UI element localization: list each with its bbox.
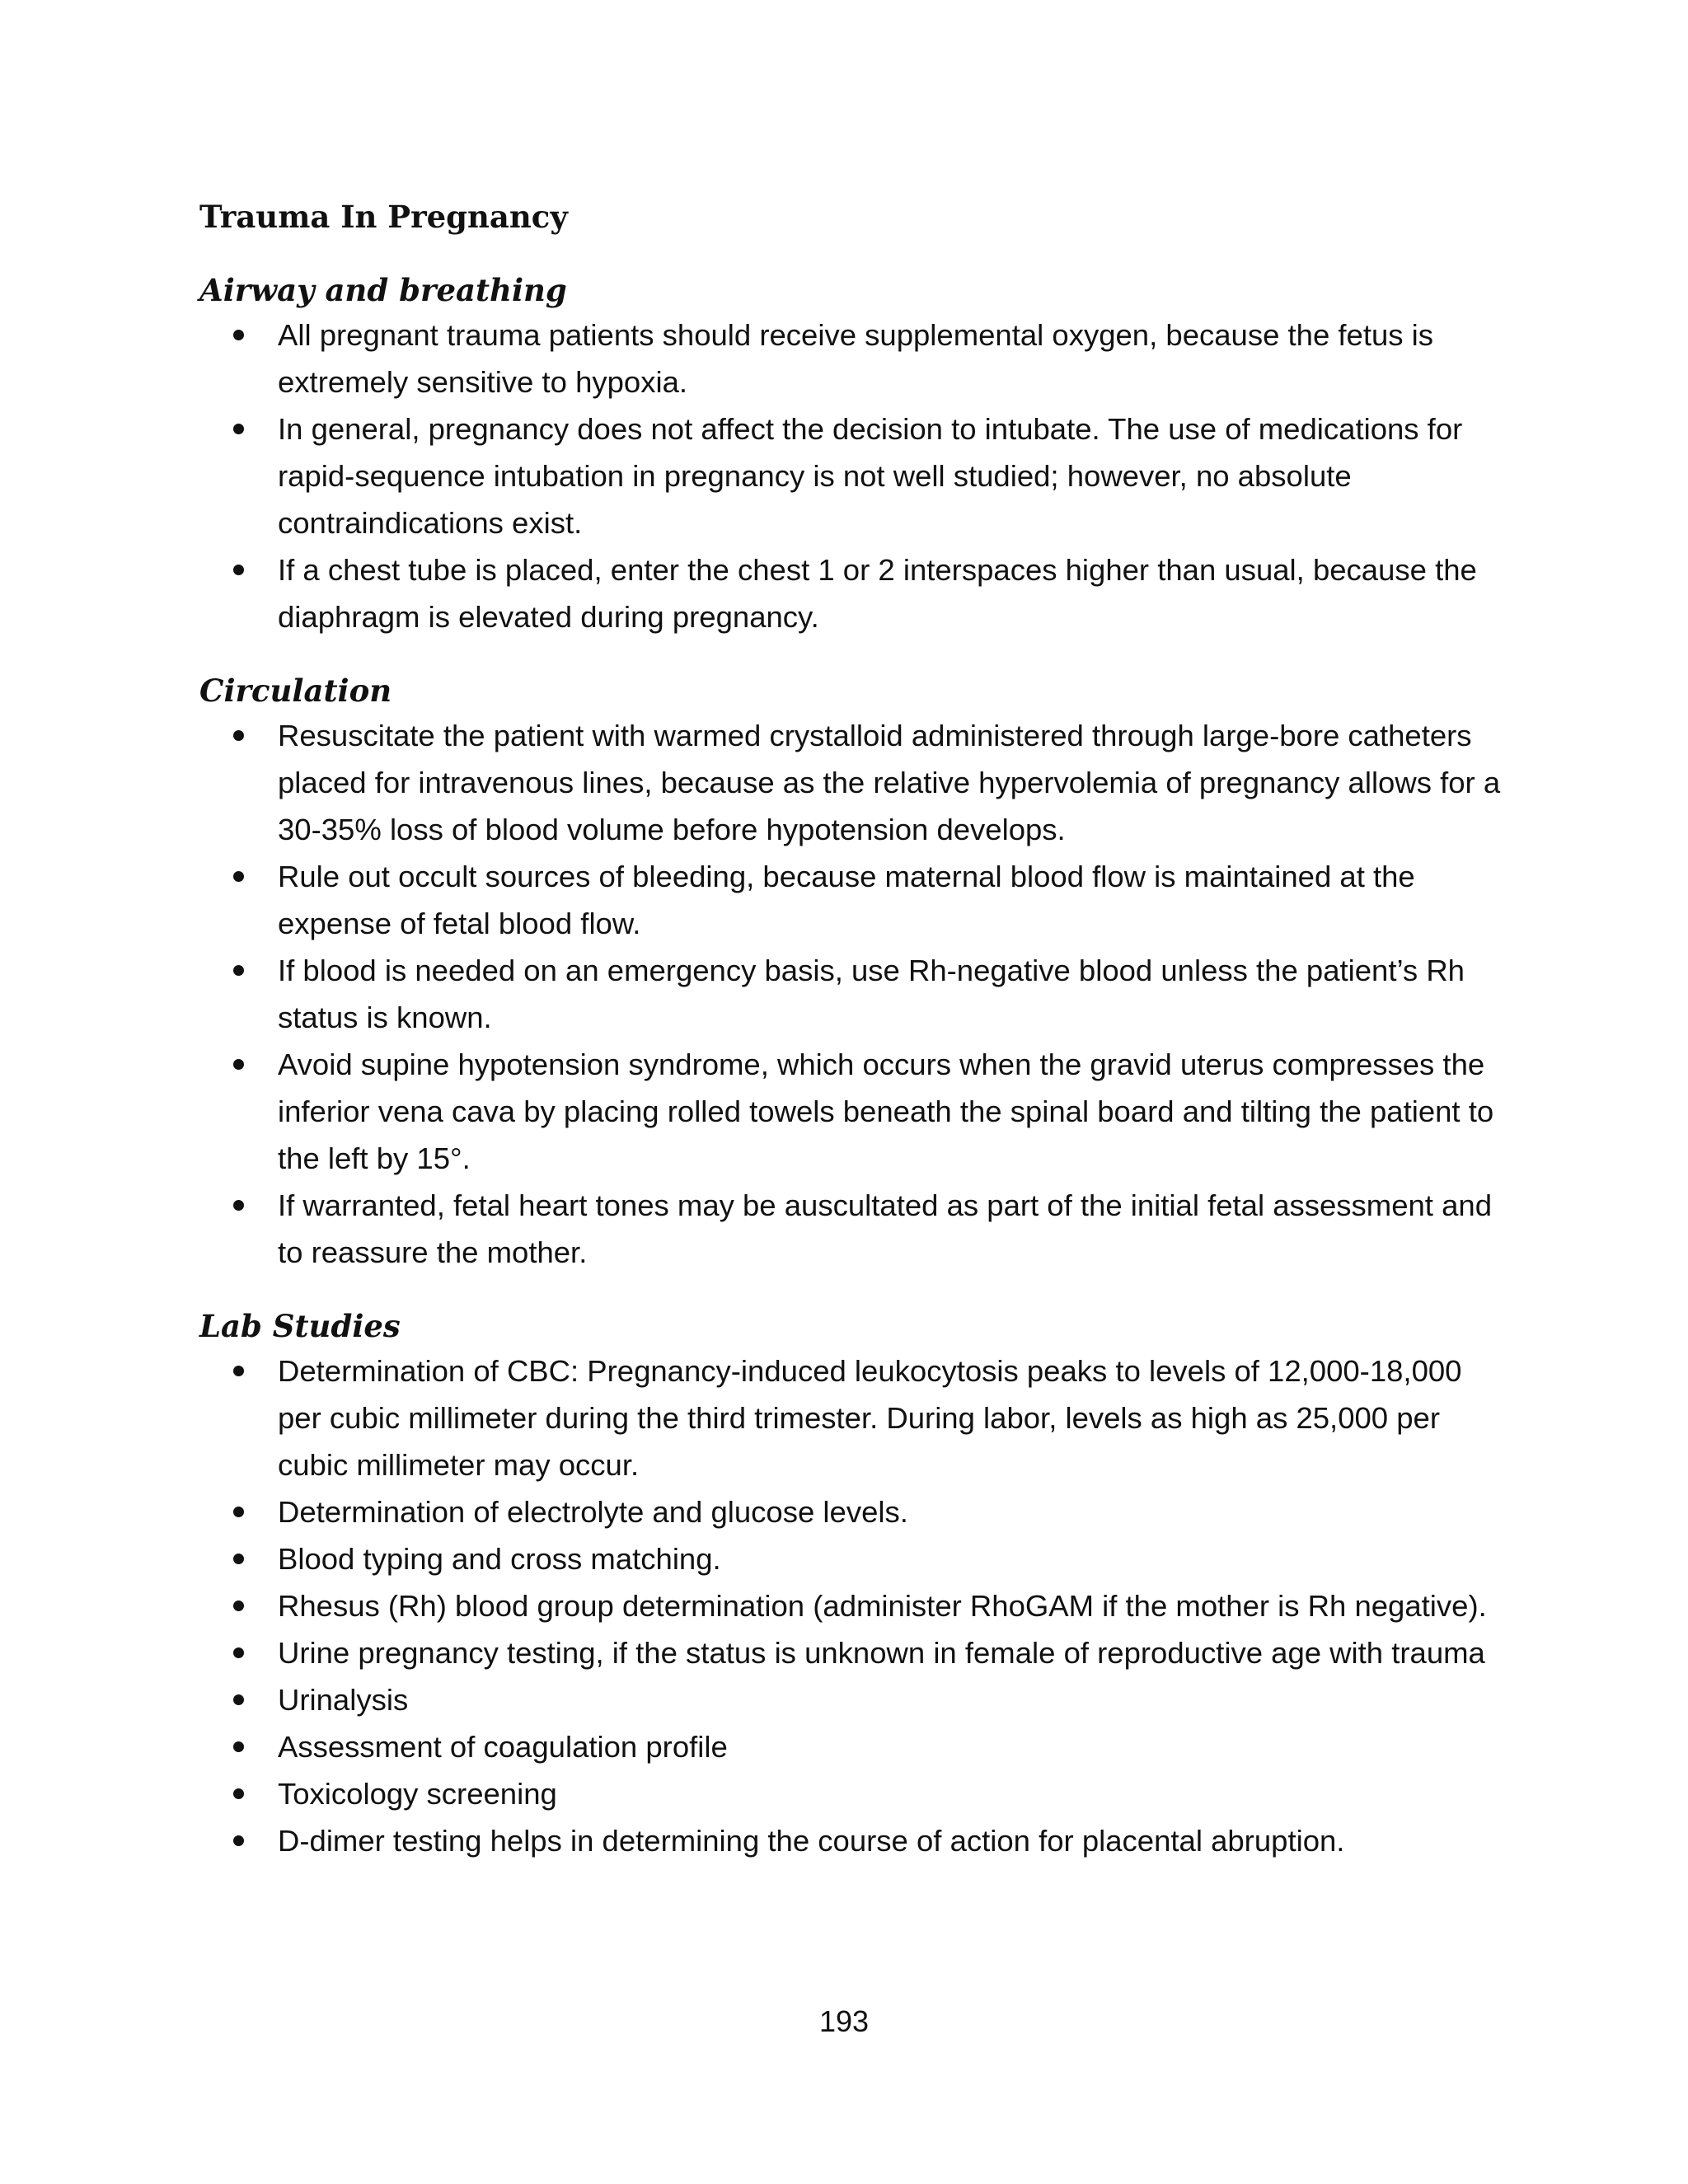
list-item-text: Blood typing and cross matching. [278, 1542, 721, 1576]
list-item-text: Avoid supine hypotension syndrome, which occurs when the gravid uterus compresses the inferior vena cava by placing rolled towels beneath the spinal board and tilting the patient to the left by 15°. [278, 1047, 1494, 1175]
list-item-text: Urinalysis [278, 1683, 409, 1717]
list-item [199, 712, 1502, 853]
list-item-text: Determination of CBC: Pregnancy-induced leukocytosis peaks to levels of 12,000-18,000 per cubic millimeter during the third trimester. During labor, levels as high as 25,000 per cubic millimeter may occur. [278, 1354, 1462, 1482]
list-item-text: Toxicology screening [278, 1777, 557, 1811]
bullet-icon [233, 1200, 244, 1211]
list-item [199, 405, 1502, 546]
list-item [199, 312, 1502, 405]
bullet-list [199, 712, 1502, 1276]
list-item-text: If blood is needed on an emergency basis, use Rh-negative blood unless the patient’s Rh status is known. [278, 954, 1465, 1034]
list-item [199, 1629, 1502, 1676]
bullet-icon [233, 1788, 244, 1799]
list-item-text: If warranted, fetal heart tones may be auscultated as part of the initial fetal assessment and to reassure the mother. [278, 1188, 1492, 1269]
list-item [199, 1535, 1502, 1582]
list-item [199, 1041, 1502, 1182]
bullet-icon [233, 1647, 244, 1658]
bullet-icon [233, 1694, 244, 1705]
list-item-text: Determination of electrolyte and glucose levels. [278, 1495, 908, 1529]
bullet-icon [233, 871, 244, 882]
list-item [199, 1770, 1502, 1817]
bullet-icon [233, 424, 244, 434]
bullet-icon [233, 1601, 244, 1611]
list-item-text: Resuscitate the patient with warmed crystalloid administered through large-bore catheters placed for intravenous lines, because as the relative hypervolemia of pregnancy allows for a 30-35% loss of blood volume before hypotension develops. [278, 719, 1501, 846]
bullet-icon [233, 1059, 244, 1070]
section-airway-and-breathing [199, 269, 1502, 640]
bullet-list [199, 312, 1502, 640]
list-item-text: Rhesus (Rh) blood group determination (administer RhoGAM if the mother is Rh negative). [278, 1589, 1487, 1623]
list-item-text: D-dimer testing helps in determining the course of action for placental abruption. [278, 1824, 1345, 1858]
list-item-text: If a chest tube is placed, enter the chest 1 or 2 interspaces higher than usual, because the diaphragm is elevated during pregnancy. [278, 553, 1477, 634]
page-number: 193 [818, 2004, 870, 2038]
section-heading: Circulation [199, 673, 392, 709]
bullet-icon [233, 330, 244, 340]
list-item [199, 853, 1502, 947]
list-item-text: Assessment of coagulation profile [278, 1730, 728, 1764]
bullet-icon [233, 1507, 244, 1517]
section-heading: Airway and breathing [199, 272, 567, 308]
list-item-text: Urine pregnancy testing, if the status is unknown in female of reproductive age with trauma [278, 1636, 1485, 1670]
list-item [199, 1182, 1502, 1276]
section-circulation [199, 669, 1502, 1276]
list-item-text: All pregnant trauma patients should receive supplemental oxygen, because the fetus is extremely sensitive to hypoxia. [278, 318, 1434, 399]
bullet-icon [233, 1554, 244, 1564]
list-item [199, 546, 1502, 640]
document-title: Trauma In Pregnancy [199, 199, 568, 235]
list-item [199, 1723, 1502, 1770]
bullet-list [199, 1347, 1502, 1864]
list-item [199, 1676, 1502, 1723]
section-heading: Lab Studies [199, 1308, 401, 1344]
section-lab-studies [199, 1305, 1502, 1864]
bullet-icon [233, 730, 244, 741]
bullet-icon [233, 1835, 244, 1846]
list-item-text: Rule out occult sources of bleeding, because maternal blood flow is maintained at the expense of fetal blood flow. [278, 860, 1415, 940]
list-item [199, 947, 1502, 1041]
list-item [199, 1488, 1502, 1535]
bullet-icon [233, 965, 244, 976]
list-item [199, 1347, 1502, 1488]
bullet-icon [233, 1366, 244, 1376]
list-item-text: In general, pregnancy does not affect the decision to intubate. The use of medications for rapid-sequence intubation in pregnancy is not well studied; however, no absolute contraindications exist. [278, 412, 1463, 540]
list-item [199, 1582, 1502, 1629]
bullet-icon [233, 1741, 244, 1752]
bullet-icon [233, 565, 244, 575]
list-item [199, 1817, 1502, 1864]
